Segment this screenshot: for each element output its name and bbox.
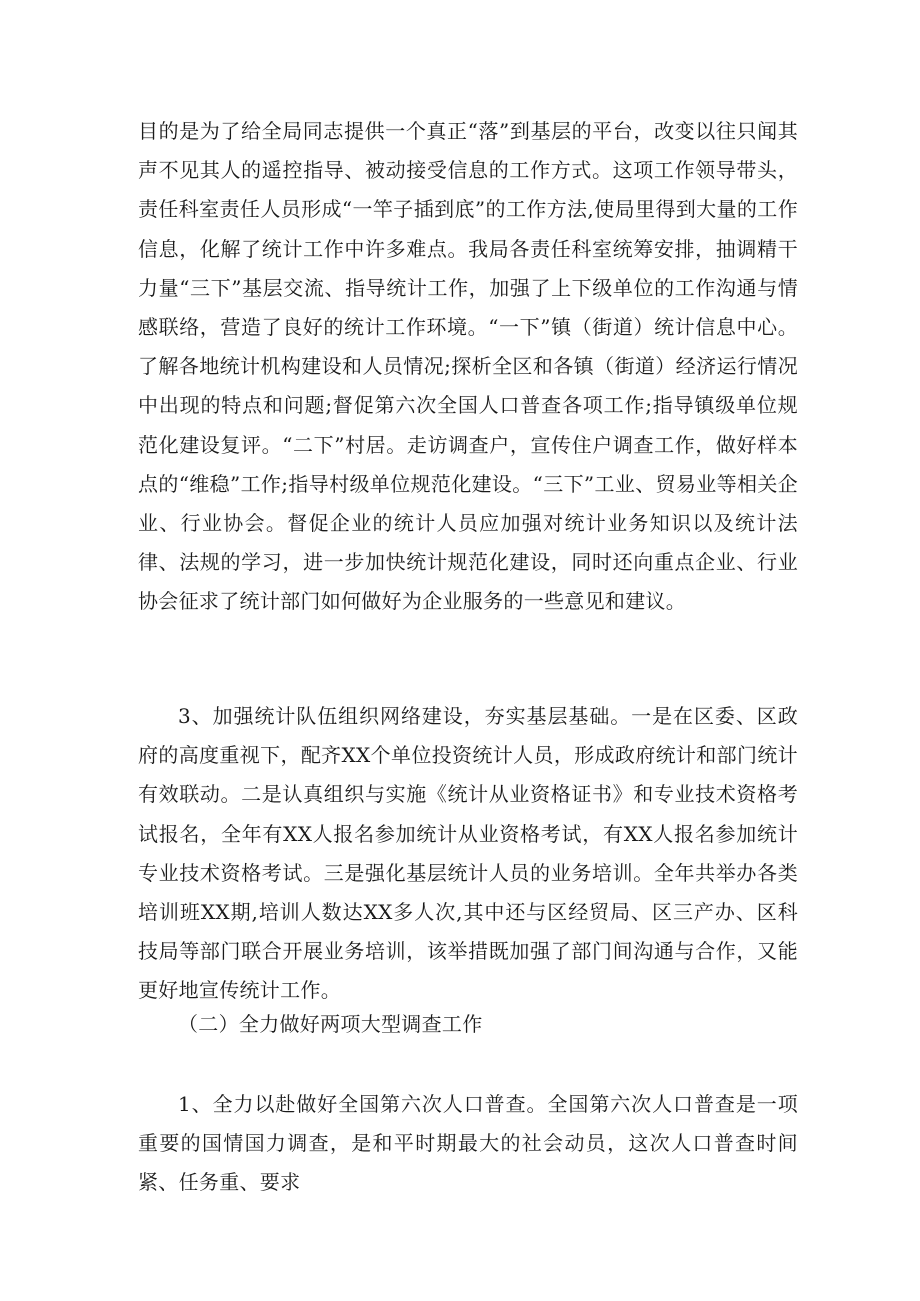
paragraph-statistics-team: 3、加强统计队伍组织网络建设，夯实基层基础。一是在区委、区政府的高度重视下，配齐XX个单位投资统计人员，形成政府统计和部门统计有效联动。二是认真组织与实施《统计从业资格证书》和专业技术资格考试报名，全年有XX人报名参加统计从业资格考试，有XX人报名参加统计专业技术资格考试。三是强化基层统计人员的业务培训。全年共举办各类培训班XX期,培训人数达XX多人次,其中还与区经贸局、区三产办、区科技局等部门联合开展业务培训，该举措既加强了部门间沟通与合作，又能更好地宣传统计工作。: [138, 704, 798, 1003]
paragraph-census: 1、全力以赴做好全国第六次人口普查。全国第六次人口普查是一项重要的国情国力调查，是和平时期最大的社会动员，这次人口普查时间紧、任务重、要求: [138, 1092, 798, 1195]
section-heading-surveys: （二）全力做好两项大型调查工作: [178, 1012, 483, 1036]
paragraph-work-method: 目的是为了给全局同志提供一个真正“落”到基层的平台，改变以往只闻其声不见其人的遥控指导、被动接受信息的工作方式。这项工作领导带头，责任科室责任人员形成“一竿子插到底”的工作方法,使局里得到大量的工作信息，化解了统计工作中许多难点。我局各责任科室统筹安排，抽调精干力量“三下”基层交流、指导统计工作，加强了上下级单位的工作沟通与情感联络，营造了良好的统计工作环境。“一下”镇（街道）统计信息中心。了解各地统计机构建设和人员情况;探析全区和各镇（街道）经济运行情况中出现的特点和问题;督促第六次全国人口普查各项工作;指导镇级单位规范化建设复评。“二下”村居。走访调查户，宣传住户调查工作，做好样本点的“维稳”工作;指导村级单位规范化建设。“三下”工业、贸易业等相关企业、行业协会。督促企业的统计人员应加强对统计业务知识以及统计法律、法规的学习，进一步加快统计规范化建设，同时还向重点企业、行业协会征求了统计部门如何做好为企业服务的一些意见和建议。: [138, 119, 798, 614]
